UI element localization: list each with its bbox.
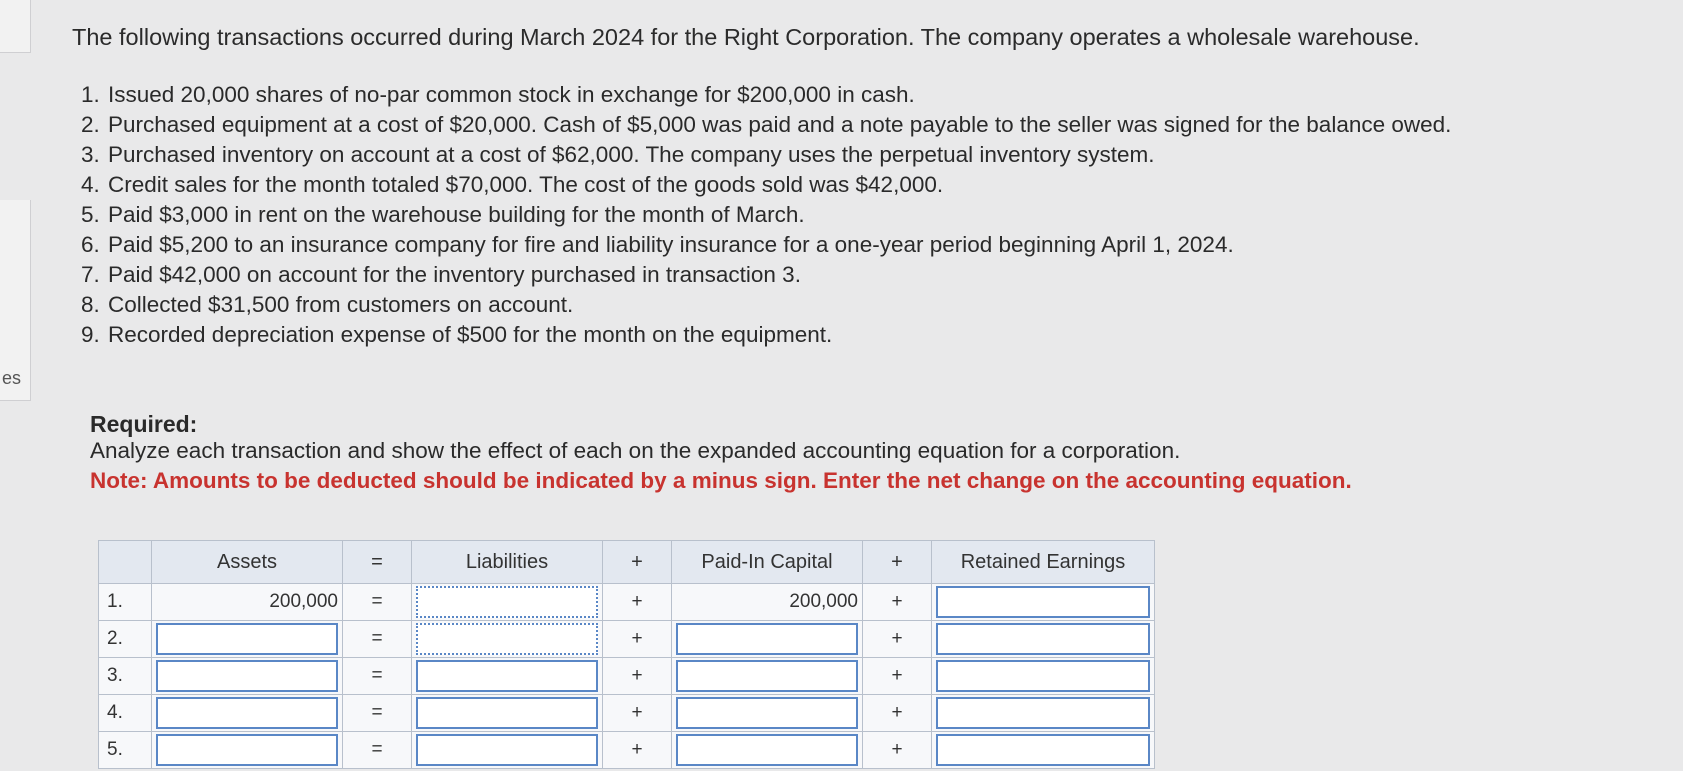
plus-sign: + — [863, 732, 932, 769]
assets-input[interactable] — [156, 697, 338, 729]
retained-earnings-input[interactable] — [936, 586, 1150, 618]
required-note: Note: Amounts to be deducted should be indicated by a minus sign. Enter the net change on the accounting equation. — [90, 468, 1352, 493]
header-plus: + — [603, 541, 672, 584]
liabilities-input[interactable] — [416, 734, 598, 766]
paid-in-capital-input[interactable] — [676, 734, 858, 766]
plus-sign: + — [863, 584, 932, 621]
retained-earnings-cell — [932, 658, 1155, 695]
table-row — [99, 732, 1155, 769]
transaction-item: 3. Purchased inventory on account at a cost of $62,000. The company uses the perpetual inventory system. — [106, 140, 1666, 170]
liabilities-cell — [412, 658, 603, 695]
header-equals: = — [343, 541, 412, 584]
liabilities-cell — [412, 732, 603, 769]
plus-sign: + — [603, 658, 672, 695]
header-retained-earnings: Retained Earnings — [932, 541, 1155, 584]
assets-value: 200,000 — [152, 584, 343, 621]
transaction-item: 7. Paid $42,000 on account for the inventory purchased in transaction 3. — [106, 260, 1666, 290]
plus-sign: + — [863, 658, 932, 695]
retained-earnings-cell — [932, 695, 1155, 732]
table-row — [99, 695, 1155, 732]
liabilities-input[interactable] — [416, 697, 598, 729]
transaction-item: 4. Credit sales for the month totaled $70,000. The cost of the goods sold was $42,000. — [106, 170, 1666, 200]
required-text: Analyze each transaction and show the effect of each on the expanded accounting equation for a corporation. — [90, 438, 1181, 463]
row-number: 1. — [99, 584, 152, 621]
liabilities-cell — [412, 621, 603, 658]
assets-cell — [152, 732, 343, 769]
row-number: 2. — [99, 621, 152, 658]
required-heading: Required: — [90, 411, 198, 437]
paid-in-capital-input[interactable] — [676, 660, 858, 692]
header-row-number — [99, 541, 152, 584]
assets-input[interactable] — [156, 660, 338, 692]
liabilities-input[interactable] — [416, 660, 598, 692]
transaction-item: 9. Recorded depreciation expense of $500 for the month on the equipment. — [106, 320, 1666, 350]
side-panel-label: es — [2, 368, 22, 388]
equals-sign: = — [343, 732, 412, 769]
equals-sign: = — [343, 621, 412, 658]
assets-input[interactable] — [156, 734, 338, 766]
retained-earnings-input[interactable] — [936, 697, 1150, 729]
retained-earnings-cell — [932, 732, 1155, 769]
liabilities-input[interactable] — [416, 623, 598, 655]
transaction-item: 8. Collected $31,500 from customers on account. — [106, 290, 1666, 320]
assets-cell — [152, 695, 343, 732]
paid-in-capital-cell — [672, 732, 863, 769]
transaction-list — [84, 80, 1666, 350]
row-number: 5. — [99, 732, 152, 769]
transaction-item: 5. Paid $3,000 in rent on the warehouse building for the month of March. — [106, 200, 1666, 230]
equals-sign: = — [343, 584, 412, 621]
plus-sign: + — [863, 695, 932, 732]
liabilities-cell — [412, 584, 603, 621]
row-number: 3. — [99, 658, 152, 695]
plus-sign: + — [603, 695, 672, 732]
side-panel-stub-top — [0, 0, 31, 53]
transaction-item: 6. Paid $5,200 to an insurance company for fire and liability insurance for a one-year period beginning April 1, 2024. — [106, 230, 1666, 260]
plus-sign: + — [603, 584, 672, 621]
plus-sign: + — [603, 732, 672, 769]
equals-sign: = — [343, 695, 412, 732]
header-plus: + — [863, 541, 932, 584]
paid-in-capital-cell — [672, 621, 863, 658]
liabilities-input[interactable] — [416, 586, 598, 618]
plus-sign: + — [603, 621, 672, 658]
header-liabilities: Liabilities — [412, 541, 603, 584]
retained-earnings-input[interactable] — [936, 734, 1150, 766]
paid-in-capital-input[interactable] — [676, 697, 858, 729]
problem-intro: The following transactions occurred during March 2024 for the Right Corporation. The company operates a wholesale warehouse. — [72, 24, 1420, 50]
accounting-equation-table — [98, 540, 1155, 769]
paid-in-capital-cell — [672, 658, 863, 695]
transaction-item: 1. Issued 20,000 shares of no-par common stock in exchange for $200,000 in cash. — [106, 80, 1666, 110]
retained-earnings-cell — [932, 584, 1155, 621]
assets-cell — [152, 621, 343, 658]
plus-sign: + — [863, 621, 932, 658]
table-row — [99, 658, 1155, 695]
equals-sign: = — [343, 658, 412, 695]
header-paid-in-capital: Paid-In Capital — [672, 541, 863, 584]
table-row — [99, 621, 1155, 658]
table-row — [99, 584, 1155, 621]
paid-in-capital-cell — [672, 695, 863, 732]
table-header-row — [99, 541, 1155, 584]
row-number: 4. — [99, 695, 152, 732]
paid-in-capital-input[interactable] — [676, 623, 858, 655]
retained-earnings-input[interactable] — [936, 660, 1150, 692]
header-assets: Assets — [152, 541, 343, 584]
retained-earnings-cell — [932, 621, 1155, 658]
paid-in-capital-value: 200,000 — [672, 584, 863, 621]
retained-earnings-input[interactable] — [936, 623, 1150, 655]
assets-cell — [152, 658, 343, 695]
liabilities-cell — [412, 695, 603, 732]
assets-input[interactable] — [156, 623, 338, 655]
transaction-item: 2. Purchased equipment at a cost of $20,000. Cash of $5,000 was paid and a note payable to the seller was signed for the balance owed. — [106, 110, 1666, 140]
